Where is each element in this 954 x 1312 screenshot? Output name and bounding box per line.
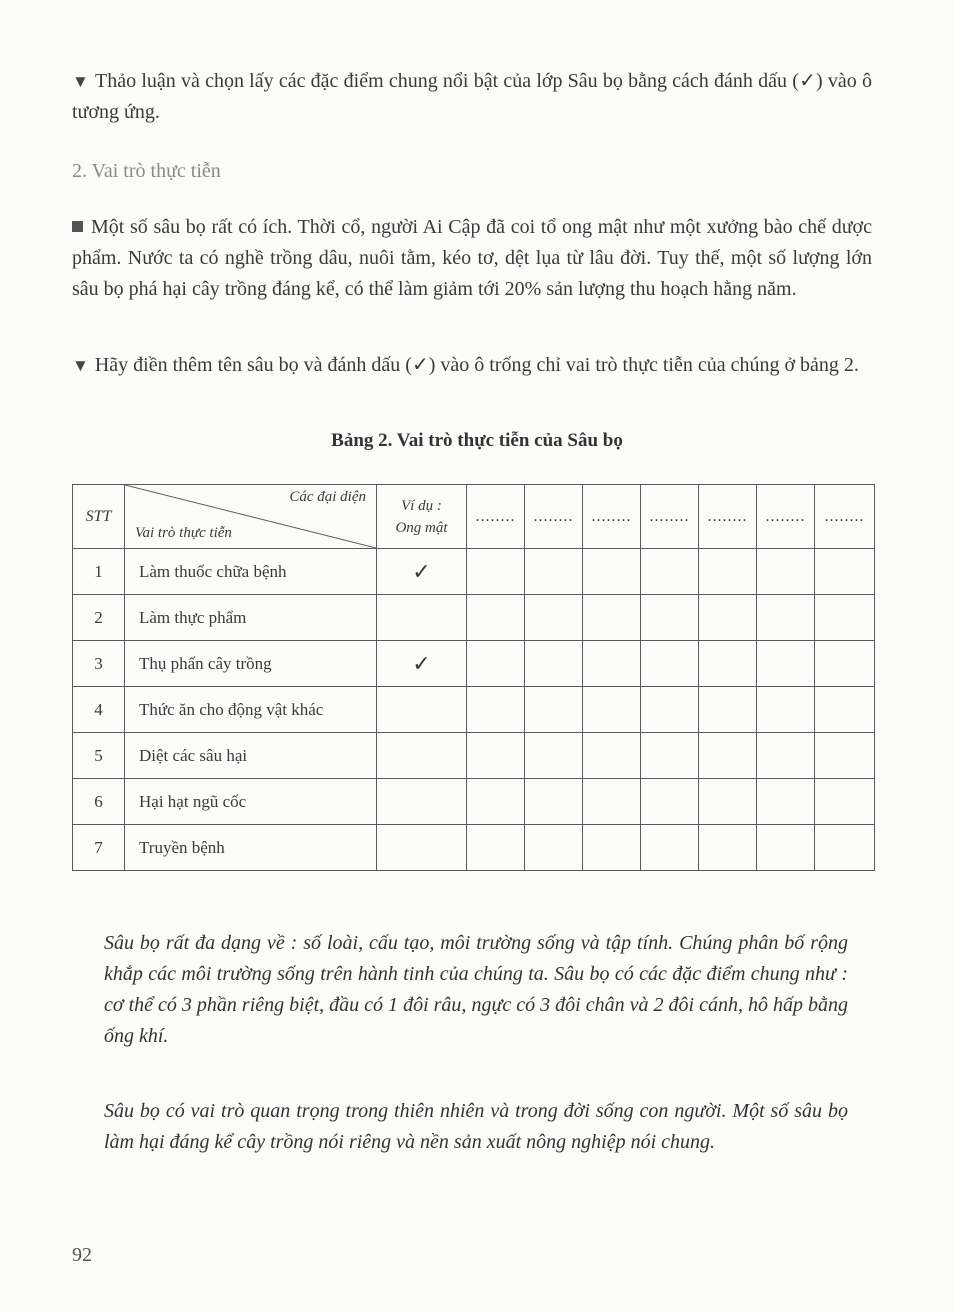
- summary-paragraph-1: Sâu bọ rất đa dạng về : số loài, cấu tạo, môi trường sống và tập tính. Chúng phân bố rộng khắp các môi trường sống trên hành tinh của chúng ta. Sâu bọ có các đặc điểm chung như : cơ thể có 3 phần riêng biệt, đầu có 1 đôi râu, ngực có 3 đôi chân và 2 đôi cánh, hô hấp bằng ống khí.: [104, 932, 848, 1047]
- blank-cell[interactable]: [467, 779, 525, 825]
- blank-cell[interactable]: [641, 733, 699, 779]
- blank-cell[interactable]: [815, 595, 875, 641]
- check-cell: [377, 779, 467, 825]
- blank-cell[interactable]: [815, 733, 875, 779]
- blank-cell[interactable]: [583, 595, 641, 641]
- page-number: 92: [72, 1244, 92, 1266]
- blank-cell[interactable]: [525, 595, 583, 641]
- task-prompt: [72, 350, 872, 381]
- example-insect: Ong mật: [395, 519, 448, 536]
- table-row: [73, 641, 875, 687]
- blank-cell[interactable]: [815, 549, 875, 595]
- blank-header-cell[interactable]: ........: [525, 485, 583, 549]
- blank-cell[interactable]: [641, 779, 699, 825]
- blank-cell[interactable]: [699, 825, 757, 871]
- blank-cell[interactable]: [641, 549, 699, 595]
- blank-cell[interactable]: [641, 595, 699, 641]
- table-row: [73, 687, 875, 733]
- check-cell: ✓: [377, 641, 467, 687]
- blank-header-cell[interactable]: ........: [757, 485, 815, 549]
- blank-cell[interactable]: [699, 641, 757, 687]
- blank-header-cell[interactable]: ........: [815, 485, 875, 549]
- blank-cell[interactable]: [757, 825, 815, 871]
- blank-cell[interactable]: [641, 825, 699, 871]
- blank-cell[interactable]: [467, 825, 525, 871]
- blank-cell[interactable]: [641, 641, 699, 687]
- table-caption: Bảng 2. Vai trò thực tiễn của Sâu bọ: [331, 430, 623, 451]
- blank-cell[interactable]: [467, 595, 525, 641]
- blank-cell[interactable]: [699, 595, 757, 641]
- triangle-bullet-icon: ▼: [72, 72, 90, 91]
- table-row: [73, 549, 875, 595]
- blank-cell[interactable]: [467, 733, 525, 779]
- blank-cell[interactable]: [583, 687, 641, 733]
- blank-cell[interactable]: [757, 733, 815, 779]
- roles-label: Vai trò thực tiễn: [135, 525, 232, 541]
- blank-cell[interactable]: [815, 687, 875, 733]
- insect-roles-table: [72, 484, 875, 871]
- row-number: 4: [73, 687, 125, 733]
- blank-cell[interactable]: [467, 687, 525, 733]
- blank-cell[interactable]: [757, 779, 815, 825]
- row-number: 2: [73, 595, 125, 641]
- row-number: 1: [73, 549, 125, 595]
- blank-header-cell[interactable]: ........: [699, 485, 757, 549]
- blank-header-cell[interactable]: ........: [641, 485, 699, 549]
- info-paragraph-text: Một số sâu bọ rất có ích. Thời cổ, người Ai Cập đã coi tổ ong mật như một xưởng bào chế dược phẩm. Nước ta có nghề trồng dâu, nuôi tằm, kéo tơ, dệt lụa từ lâu đời. Tuy thế, một số lượng lớn sâu bọ phá hại cây trồng đáng kể, có thể làm giảm tới 20% sản lượng thu hoạch hằng năm.: [72, 216, 872, 300]
- row-number: 7: [73, 825, 125, 871]
- check-cell: [377, 825, 467, 871]
- role-cell: Truyền bệnh: [125, 825, 377, 871]
- square-bullet-icon: [72, 221, 83, 232]
- blank-cell[interactable]: [583, 779, 641, 825]
- blank-cell[interactable]: [583, 733, 641, 779]
- blank-cell[interactable]: [583, 825, 641, 871]
- blank-header-cell[interactable]: ........: [583, 485, 641, 549]
- check-cell: [377, 733, 467, 779]
- role-cell: Làm thuốc chữa bệnh: [125, 549, 377, 595]
- role-cell: Hại hạt ngũ cốc: [125, 779, 377, 825]
- blank-cell[interactable]: [525, 687, 583, 733]
- row-number: 3: [73, 641, 125, 687]
- example-header: [377, 485, 467, 549]
- blank-cell[interactable]: [699, 687, 757, 733]
- table-row: [73, 595, 875, 641]
- blank-cell[interactable]: [525, 733, 583, 779]
- blank-cell[interactable]: [815, 641, 875, 687]
- blank-cell[interactable]: [699, 549, 757, 595]
- row-number: 5: [73, 733, 125, 779]
- check-cell: [377, 687, 467, 733]
- blank-cell[interactable]: [699, 779, 757, 825]
- discussion-prompt-text: Thảo luận và chọn lấy các đặc điểm chung nổi bật của lớp Sâu bọ bằng cách đánh dấu (✓) vào ô tương ứng.: [72, 70, 873, 123]
- check-cell: ✓: [377, 549, 467, 595]
- diagonal-header-cell: [125, 485, 377, 549]
- blank-cell[interactable]: [525, 779, 583, 825]
- table-row: [73, 733, 875, 779]
- row-number: 6: [73, 779, 125, 825]
- check-cell: [377, 595, 467, 641]
- blank-header-cell[interactable]: ........: [467, 485, 525, 549]
- role-cell: Làm thực phẩm: [125, 595, 377, 641]
- table-row: [73, 825, 875, 871]
- blank-cell[interactable]: [757, 549, 815, 595]
- example-label: Ví dụ :: [401, 497, 442, 514]
- section-heading: 2. Vai trò thực tiễn: [72, 160, 221, 182]
- summary-paragraph-2: Sâu bọ có vai trò quan trọng trong thiên nhiên và trong đời sống con người. Một số sâu bọ làm hại đáng kể cây trồng nói riêng và nền sản xuất nông nghiệp nói chung.: [104, 1100, 848, 1153]
- blank-cell[interactable]: [583, 549, 641, 595]
- task-prompt-text: Hãy điền thêm tên sâu bọ và đánh dấu (✓) vào ô trống chỉ vai trò thực tiễn của chúng ở bảng 2.: [94, 354, 859, 376]
- stt-header: STT: [73, 485, 125, 549]
- role-cell: Thụ phấn cây trồng: [125, 641, 377, 687]
- table-row: [73, 779, 875, 825]
- blank-cell[interactable]: [757, 595, 815, 641]
- blank-cell[interactable]: [641, 687, 699, 733]
- blank-cell[interactable]: [757, 687, 815, 733]
- discussion-prompt: [72, 66, 872, 128]
- role-cell: Thức ăn cho động vật khác: [125, 687, 377, 733]
- blank-cell[interactable]: [525, 549, 583, 595]
- blank-cell[interactable]: [583, 641, 641, 687]
- table-header-row: [73, 485, 875, 549]
- blank-cell[interactable]: [699, 733, 757, 779]
- blank-cell[interactable]: [525, 641, 583, 687]
- triangle-bullet-icon: ▼: [72, 356, 89, 375]
- representatives-label: Các đại diện: [289, 489, 366, 505]
- blank-cell[interactable]: [467, 549, 525, 595]
- blank-cell[interactable]: [757, 641, 815, 687]
- info-paragraph: [72, 212, 872, 305]
- blank-cell[interactable]: [815, 779, 875, 825]
- role-cell: Diệt các sâu hại: [125, 733, 377, 779]
- blank-cell[interactable]: [525, 825, 583, 871]
- blank-cell[interactable]: [815, 825, 875, 871]
- blank-cell[interactable]: [467, 641, 525, 687]
